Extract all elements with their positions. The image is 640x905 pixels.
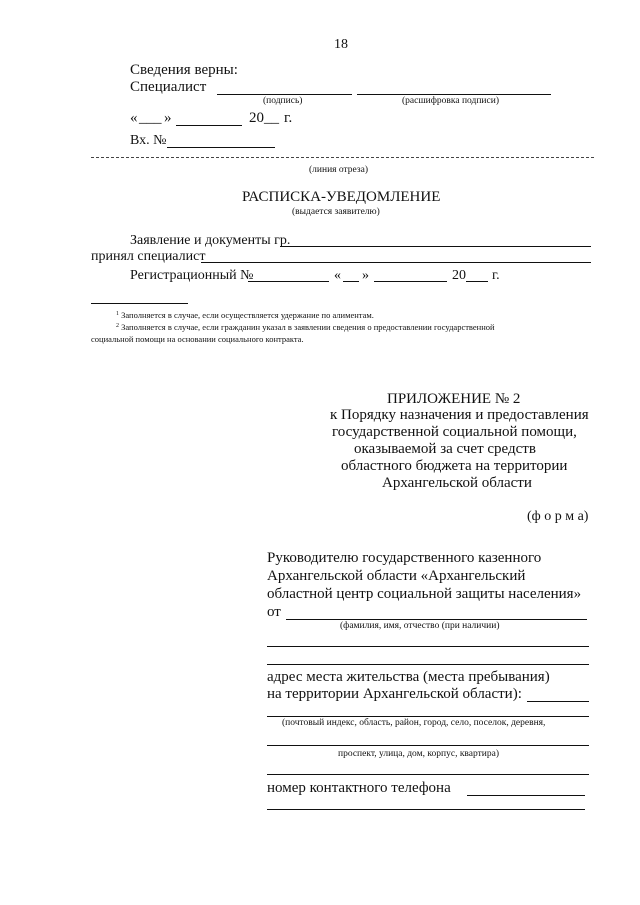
postal-caption: (почтовый индекс, область, район, город, село, поселок, деревня, (282, 718, 546, 728)
appendix-line-2: государственной социальной помощи, (332, 424, 577, 440)
reg-day-line[interactable] (343, 281, 359, 282)
receipt-applicant-line[interactable] (280, 246, 591, 247)
cut-line (91, 157, 594, 158)
addressee-line-2: Архангельской области «Архангельский (267, 568, 526, 584)
street-caption: проспект, улица, дом, корпус, квартира) (338, 749, 500, 759)
applicant-name-line[interactable] (286, 619, 587, 620)
date-year-blank[interactable]: __ (264, 110, 279, 126)
address-label-line-1: адрес места жительства (места пребывания) (267, 669, 550, 685)
phone-label: номер контактного телефона (267, 780, 451, 796)
reg-month-line[interactable] (374, 281, 447, 282)
footnote-1-text: Заполняется в случае, если осуществляется удержание по алиментам. (121, 310, 374, 320)
date-year-prefix: 20 (249, 110, 264, 126)
incoming-number-label: Вх. № (130, 133, 167, 148)
reg-year-suffix: г. (492, 268, 500, 283)
address-inline-line[interactable] (527, 701, 589, 702)
reg-close-quote: » (362, 268, 369, 283)
receipt-accepted-label: принял специалист (91, 249, 206, 264)
date-year-suffix: г. (284, 110, 293, 126)
registration-number-label: Регистрационный № (130, 268, 254, 283)
page-number: 18 (334, 37, 348, 52)
footnote-1-marker: 1 (116, 311, 119, 317)
date-close-quote: » (164, 110, 172, 126)
footnote-2 (116, 323, 495, 332)
verified-label: Сведения верны: (130, 62, 238, 78)
cut-line-caption: (линия отреза) (309, 165, 369, 175)
addressee-line-3: областной центр социальной защиты населения» (267, 586, 582, 602)
form-label: (ф о р м а) (527, 509, 589, 524)
appendix-line-1: к Порядку назначения и предоставления (330, 407, 589, 423)
footnote-separator (91, 303, 188, 304)
applicant-name-line-3[interactable] (267, 664, 589, 665)
reg-year-prefix: 20 (452, 268, 466, 283)
signature-decoding-line[interactable] (357, 94, 551, 95)
appendix-line-4: областного бюджета на территории (341, 458, 568, 474)
footnote-2-text: Заполняется в случае, если гражданин указал в заявлении сведения о предоставлении государственной (121, 322, 495, 332)
signature-caption: (подпись) (263, 96, 303, 106)
receipt-title: РАСПИСКА-УВЕДОМЛЕНИЕ (242, 189, 441, 205)
appendix-line-5: Архангельской области (382, 475, 532, 491)
date-open-quote: « (130, 110, 138, 126)
date-day-blank[interactable]: ___ (139, 110, 162, 126)
signature-decoding-caption: (расшифровка подписи) (402, 96, 499, 106)
address-line-1[interactable] (267, 716, 589, 717)
receipt-applicant-label: Заявление и документы гр. (130, 233, 291, 248)
appendix-title: ПРИЛОЖЕНИЕ № 2 (387, 391, 521, 407)
applicant-name-line-2[interactable] (267, 646, 589, 647)
address-line-3[interactable] (267, 774, 589, 775)
appendix-line-3: оказываемой за счет средств (354, 441, 536, 457)
receipt-subtitle: (выдается заявителю) (292, 207, 380, 217)
phone-line[interactable] (467, 795, 585, 796)
reg-open-quote: « (334, 268, 341, 283)
reg-year-line[interactable] (466, 281, 488, 282)
address-label-line-2: на территории Архангельской области): (267, 686, 522, 702)
signature-line[interactable] (217, 94, 352, 95)
fio-caption: (фамилия, имя, отчество (при наличии) (340, 621, 500, 631)
footnote-2-marker: 2 (116, 323, 119, 329)
footnote-1 (116, 311, 374, 320)
incoming-number-line[interactable] (167, 147, 275, 148)
from-label: от (267, 604, 281, 620)
specialist-label: Специалист (130, 79, 207, 95)
footnote-2-continued: социальной помощи на основании социального контракта. (91, 334, 304, 344)
date-month-line[interactable] (176, 125, 242, 126)
registration-number-line[interactable] (248, 281, 329, 282)
addressee-line-1: Руководителю государственного казенного (267, 550, 542, 566)
receipt-accepted-line[interactable] (201, 262, 591, 263)
phone-line-2[interactable] (267, 809, 585, 810)
address-line-2[interactable] (267, 745, 589, 746)
